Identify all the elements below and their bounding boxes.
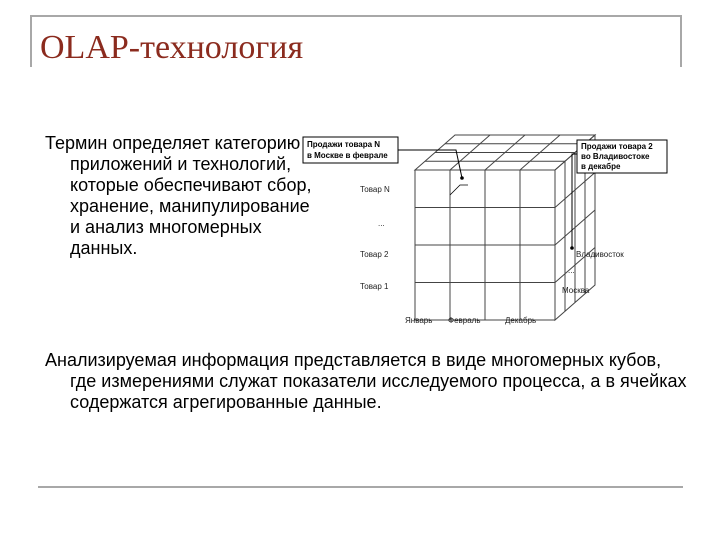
callout-left-line1: Продажи товара N	[307, 140, 381, 149]
callout-right-line2: во Владивостоке	[581, 152, 650, 161]
frame-bottom-line	[38, 486, 683, 488]
callout-right-dot	[570, 246, 574, 250]
frame-left-line	[30, 15, 32, 67]
month-label-december: Декабрь	[505, 316, 537, 325]
definition-paragraph: Термин определяет категорию приложений и технологий, которые обеспечивают сбор, хранение, манипулирование и анализ многомерных данных.	[45, 133, 312, 258]
city-label-ellipsis: ...	[568, 266, 575, 275]
slide-title: OLAP-технология	[40, 29, 304, 66]
product-label-n: Товар N	[360, 185, 390, 194]
month-label-february: Февраль	[448, 316, 481, 325]
frame-right-line	[680, 15, 682, 67]
product-label-ellipsis: ...	[378, 219, 385, 228]
callout-right-line3: в декабре	[581, 162, 621, 171]
callout-left-leader	[398, 150, 462, 178]
selected-cell-marker	[450, 185, 468, 195]
month-label-january: Январь	[405, 316, 433, 325]
city-label-moscow: Москва	[562, 286, 590, 295]
callout-right-line1: Продажи товара 2	[581, 142, 653, 151]
cube-front-face	[415, 170, 555, 320]
frame-top-line	[30, 15, 680, 17]
product-label-1: Товар 1	[360, 282, 389, 291]
callout-left-dot	[460, 176, 464, 180]
callout-left-line2: в Москве в феврале	[307, 151, 388, 160]
city-label-vladivostok: Владивосток	[576, 250, 624, 259]
product-label-2: Товар 2	[360, 250, 389, 259]
cube-top-face	[415, 135, 595, 170]
olap-cube-figure	[300, 130, 680, 330]
olap-cube-diagram	[300, 130, 680, 330]
description-paragraph: Анализируемая информация представляется в виде многомерных кубов, где измерениями служат показатели исследуемого процесса, а в ячейках содержатся агрегированные данные.	[45, 350, 687, 412]
